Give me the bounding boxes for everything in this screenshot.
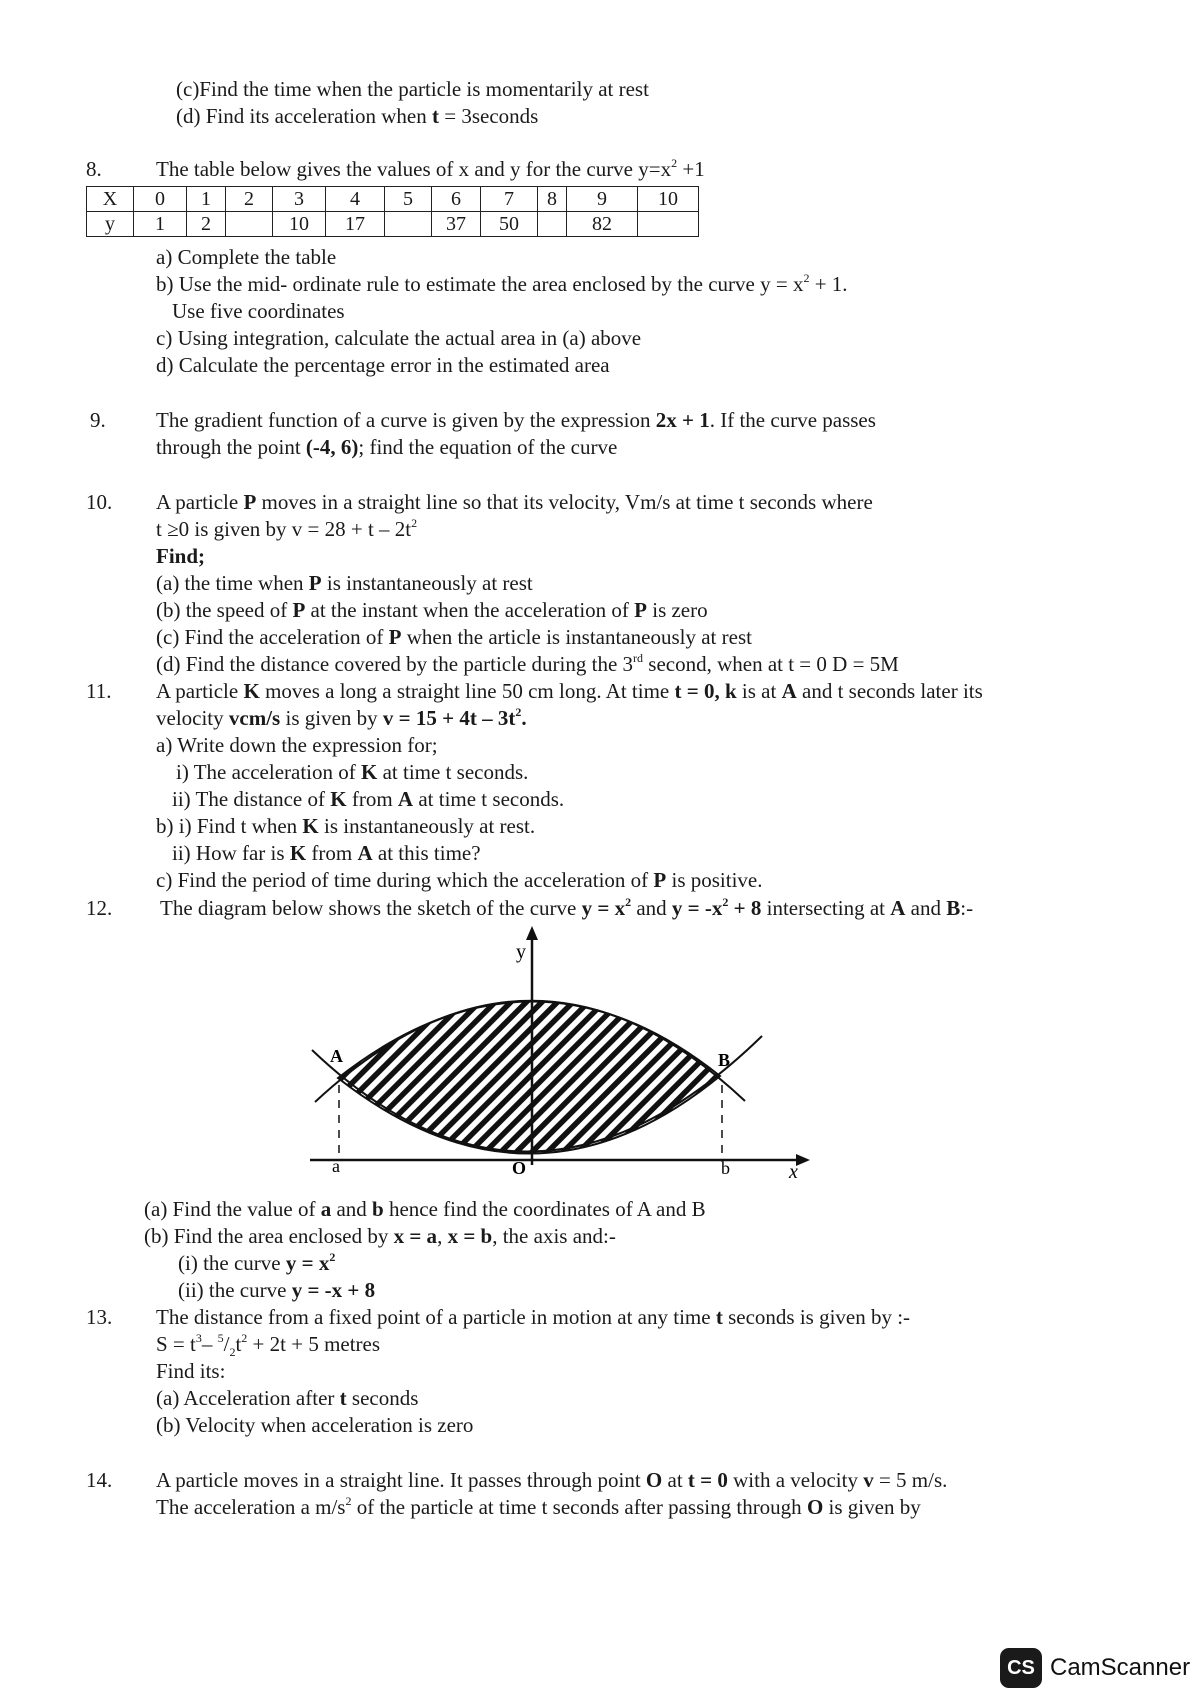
q7-part-c: (c)Find the time when the particle is momentarily at rest [176,77,649,101]
q8-part-a: a) Complete the table [156,245,337,269]
x-cell: 5 [385,187,432,212]
q8-number: 8. [86,157,102,181]
x-cell: 2 [226,187,273,212]
q11-part-a-ii: ii) The distance of K from A at time t seconds. [172,787,565,811]
q14-line-2: The acceleration a $m/s^2$ of the particle at time t seconds after passing through O is given by [156,1494,921,1519]
shaded-region [338,1001,720,1153]
q8-part-c: c) Using integration, calculate the actual area in (a) above [156,326,642,350]
q14-line-1: A particle moves in a straight line. It passes through point O at t = 0 with a velocity v = 5 m/s. [156,1468,948,1492]
label-y: y [516,941,526,963]
q7-part-d: (d) Find its acceleration when t = 3seconds [176,104,539,128]
label-b: b [721,1158,730,1178]
q13-distance-equation: $S = t^3-$ $^5/_2t^2 + 2t + 5$ metres [156,1331,381,1360]
camscanner-watermark [1000,1648,1190,1688]
x-cell: 10 [638,187,699,212]
x-cell: 6 [432,187,481,212]
label-O: O [512,1158,527,1178]
x-cell: 7 [481,187,538,212]
x-cell: 0 [134,187,187,212]
q10-find: Find; [156,544,206,568]
q12-part-b-ii: (ii) the curve y = -x + 8 [178,1278,376,1302]
q11-part-a-i: i) The acceleration of K at time t seconds. [176,760,529,784]
x-axis-arrow [796,1154,810,1166]
x-cell: 8 [538,187,567,212]
q13-number: 13. [86,1305,113,1329]
q14-number: 14. [86,1468,113,1492]
q11-part-a: a) Write down the expression for; [156,733,438,757]
camscanner-label: CamScanner [1050,1654,1191,1681]
y-cell: 10 [273,212,326,237]
q12-line-1: The diagram below shows the sketch of the curve $y = x^2$ and $y = -x^2 + 8$ intersecting at A and B:- [160,895,974,920]
q10-part-c: (c) Find the acceleration of P when the article is instantaneously at rest [156,625,752,649]
y-label-cell: y [87,212,134,237]
y-cell: 82 [567,212,638,237]
q12-number: 12. [86,896,113,920]
y-cell: 37 [432,212,481,237]
q8-intro: The table below gives the values of x and y for the curve $y=x^2 +1$ [156,156,705,181]
q11-line-2: velocity vcm/s is given by $v = 15 + 4t - 3t^2$. [156,705,527,730]
x-cell: 4 [326,187,385,212]
q10-part-d: (d) Find the distance covered by the particle during the 3rd second, when at t = 0 D = 5M [156,651,899,676]
q8-part-b-note: Use five coordinates [172,299,345,323]
q13-find: Find its: [156,1359,226,1383]
q10-part-a: (a) the time when P is instantaneously at rest [156,571,533,595]
q13-part-b: (b) Velocity when acceleration is zero [156,1413,474,1437]
q11-part-b-ii: ii) How far is K from A at this time? [172,841,481,865]
q13-part-a: (a) Acceleration after t seconds [156,1386,419,1410]
q11-part-b-i: b) i) Find t when K is instantaneously at rest. [156,814,536,838]
y-cell: 50 [481,212,538,237]
q13-line-1: The distance from a fixed point of a particle in motion at any time t seconds is given by :- [156,1305,911,1329]
q9-line-2: through the point (-4, 6); find the equation of the curve [156,435,618,459]
y-cell: 2 [187,212,226,237]
q8-part-b: b) Use the mid- ordinate rule to estimate the area enclosed by the curve $y = x^2 + 1$. [156,271,848,296]
q10-part-b: (b) the speed of P at the instant when the acceleration of P is zero [156,598,708,622]
x-cell: 9 [567,187,638,212]
q10-line-2: t ≥0 is given by $v = 28 + t - 2t^2$ [156,516,418,541]
x-cell: 3 [273,187,326,212]
y-cell: 17 [326,212,385,237]
label-a: a [332,1156,340,1176]
q8-part-d: d) Calculate the percentage error in the estimated area [156,353,610,377]
label-A: A [330,1046,343,1066]
q11-line-1: A particle K moves a long a straight line 50 cm long. At time t = 0, k is at A and t seconds later its [156,679,983,703]
label-B: B [718,1050,731,1070]
q9-number: 9. [90,408,106,432]
y-axis-arrow [526,926,538,940]
q11-number: 11. [86,679,112,703]
q11-part-c: c) Find the period of time during which the acceleration of P is positive. [156,868,763,892]
q9-line-1: The gradient function of a curve is given by the expression 2x + 1. If the curve passes [156,408,876,432]
label-x: x [789,1161,798,1183]
y-cell: 1 [134,212,187,237]
q12-part-b-i: (i) the curve $y = x^2$ [178,1250,336,1275]
camscanner-logo-icon: CS [1000,1648,1042,1688]
q12-part-a: (a) Find the value of a and b hence find the coordinates of A and B [144,1197,706,1221]
q10-line-1: A particle P moves in a straight line so that its velocity, Vm/s at time t seconds where [156,490,873,514]
q12-part-b: (b) Find the area enclosed by x = a, x = b, the axis and:- [144,1224,616,1248]
x-cell: 1 [187,187,226,212]
x-label-cell: X [87,187,134,212]
q10-number: 10. [86,490,113,514]
